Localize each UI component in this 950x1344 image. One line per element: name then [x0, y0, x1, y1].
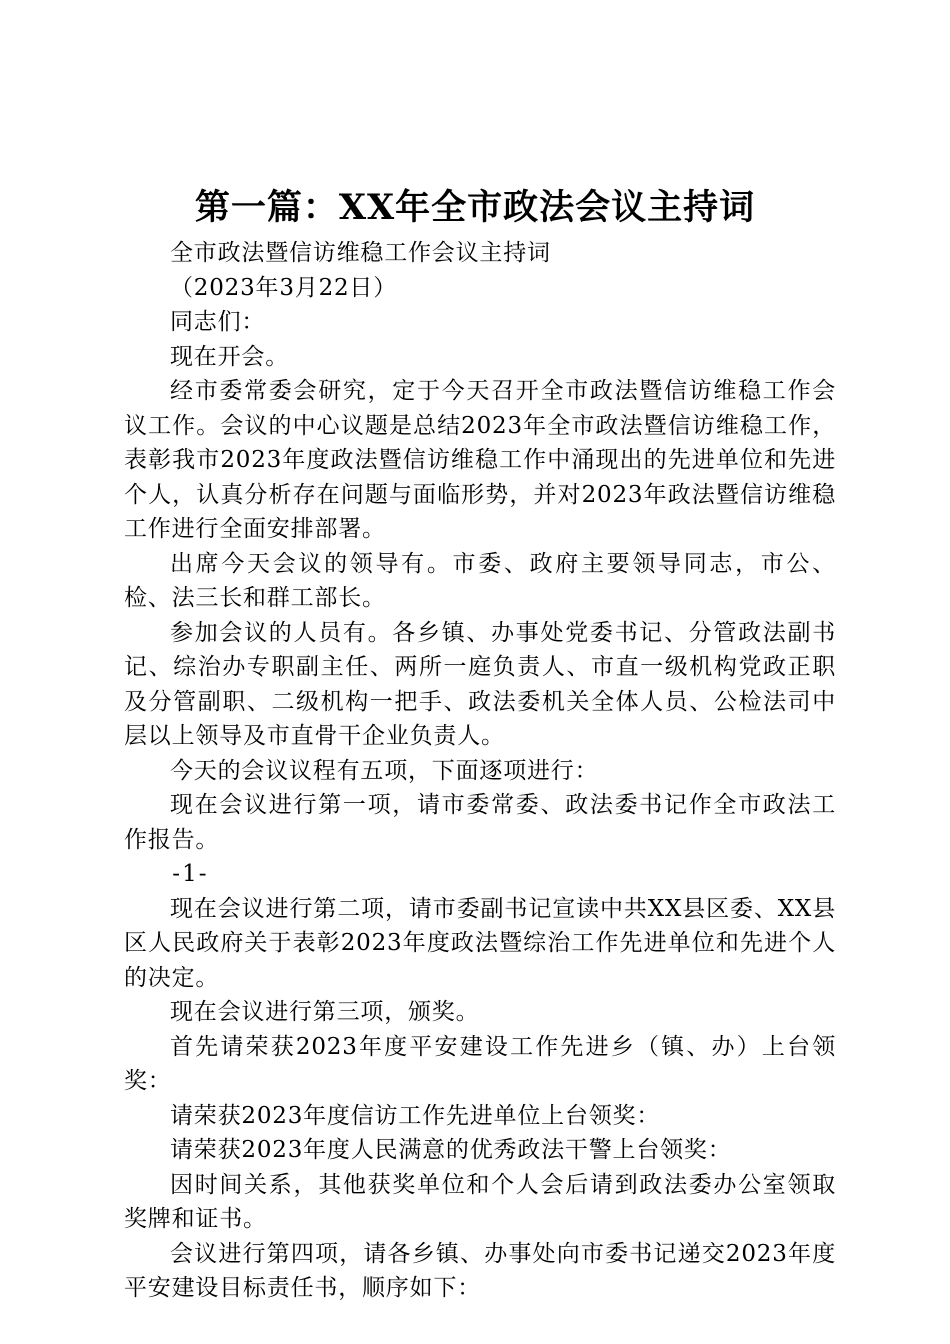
paragraph-purpose: 经市委常委会研究，定于今天召开全市政法暨信访维稳工作会议工作。会议的中心议题是总结2023年全市政法暨信访维稳工作，表彰我市2023年度政法暨信访维稳工作中涌现出的先进单位和先进个人，认真分析存在问题与面临形势，并对2023年政法暨信访维稳工作进行全面安排部署。	[124, 378, 836, 542]
document-title: 第一篇：XX年全市政法会议主持词	[194, 187, 756, 228]
paragraph-opening: 现在开会。	[170, 343, 289, 370]
paragraph-item-one: 现在会议进行第一项，请市委常委、政法委书记作全市政法工作报告。	[124, 792, 836, 853]
paragraph-leaders: 出席今天会议的领导有。市委、政府主要领导同志，市公、检、法三长和群工部长。	[124, 550, 836, 611]
paragraph-date: （2023年3月22日）	[170, 274, 398, 301]
paragraph-award-officers: 请荣获2023年度人民满意的优秀政法干警上台领奖：	[170, 1137, 732, 1163]
paragraph-subtitle: 全市政法暨信访维稳工作会议主持词	[170, 240, 551, 266]
page-number: -1-	[172, 861, 209, 887]
paragraph-salutation: 同志们：	[170, 309, 266, 335]
paragraph-award-petition: 请荣获2023年度信访工作先进单位上台领奖：	[170, 1102, 661, 1129]
paragraph-item-three: 现在会议进行第三项，颁奖。	[170, 999, 480, 1025]
paragraph-agenda: 今天的会议议程有五项，下面逐项进行：	[170, 757, 599, 784]
paragraph-item-four: 会议进行第四项，请各乡镇、办事处向市委书记递交2023年度平安建设目标责任书，顺序如下：	[124, 1240, 836, 1301]
paragraph-item-two: 现在会议进行第二项，请市委副书记宣读中共XX县区委、XX县区人民政府关于表彰2023年度政法暨综治工作先进单位和先进个人的决定。	[124, 895, 836, 991]
paragraph-attendees: 参加会议的人员有。各乡镇、办事处党委书记、分管政法副书记、综治办专职副主任、两所一庭负责人、市直一级机构党政正职及分管副职、二级机构一把手、政法委机关全体人员、公检法司中层以上领导及市直骨干企业负责人。	[124, 619, 836, 749]
paragraph-award-safety: 首先请荣获2023年度平安建设工作先进乡（镇、办）上台领奖：	[124, 1033, 836, 1094]
paragraph-other-awards: 因时间关系，其他获奖单位和个人会后请到政法委办公室领取奖牌和证书。	[124, 1171, 836, 1232]
document-body	[124, 236, 836, 1306]
